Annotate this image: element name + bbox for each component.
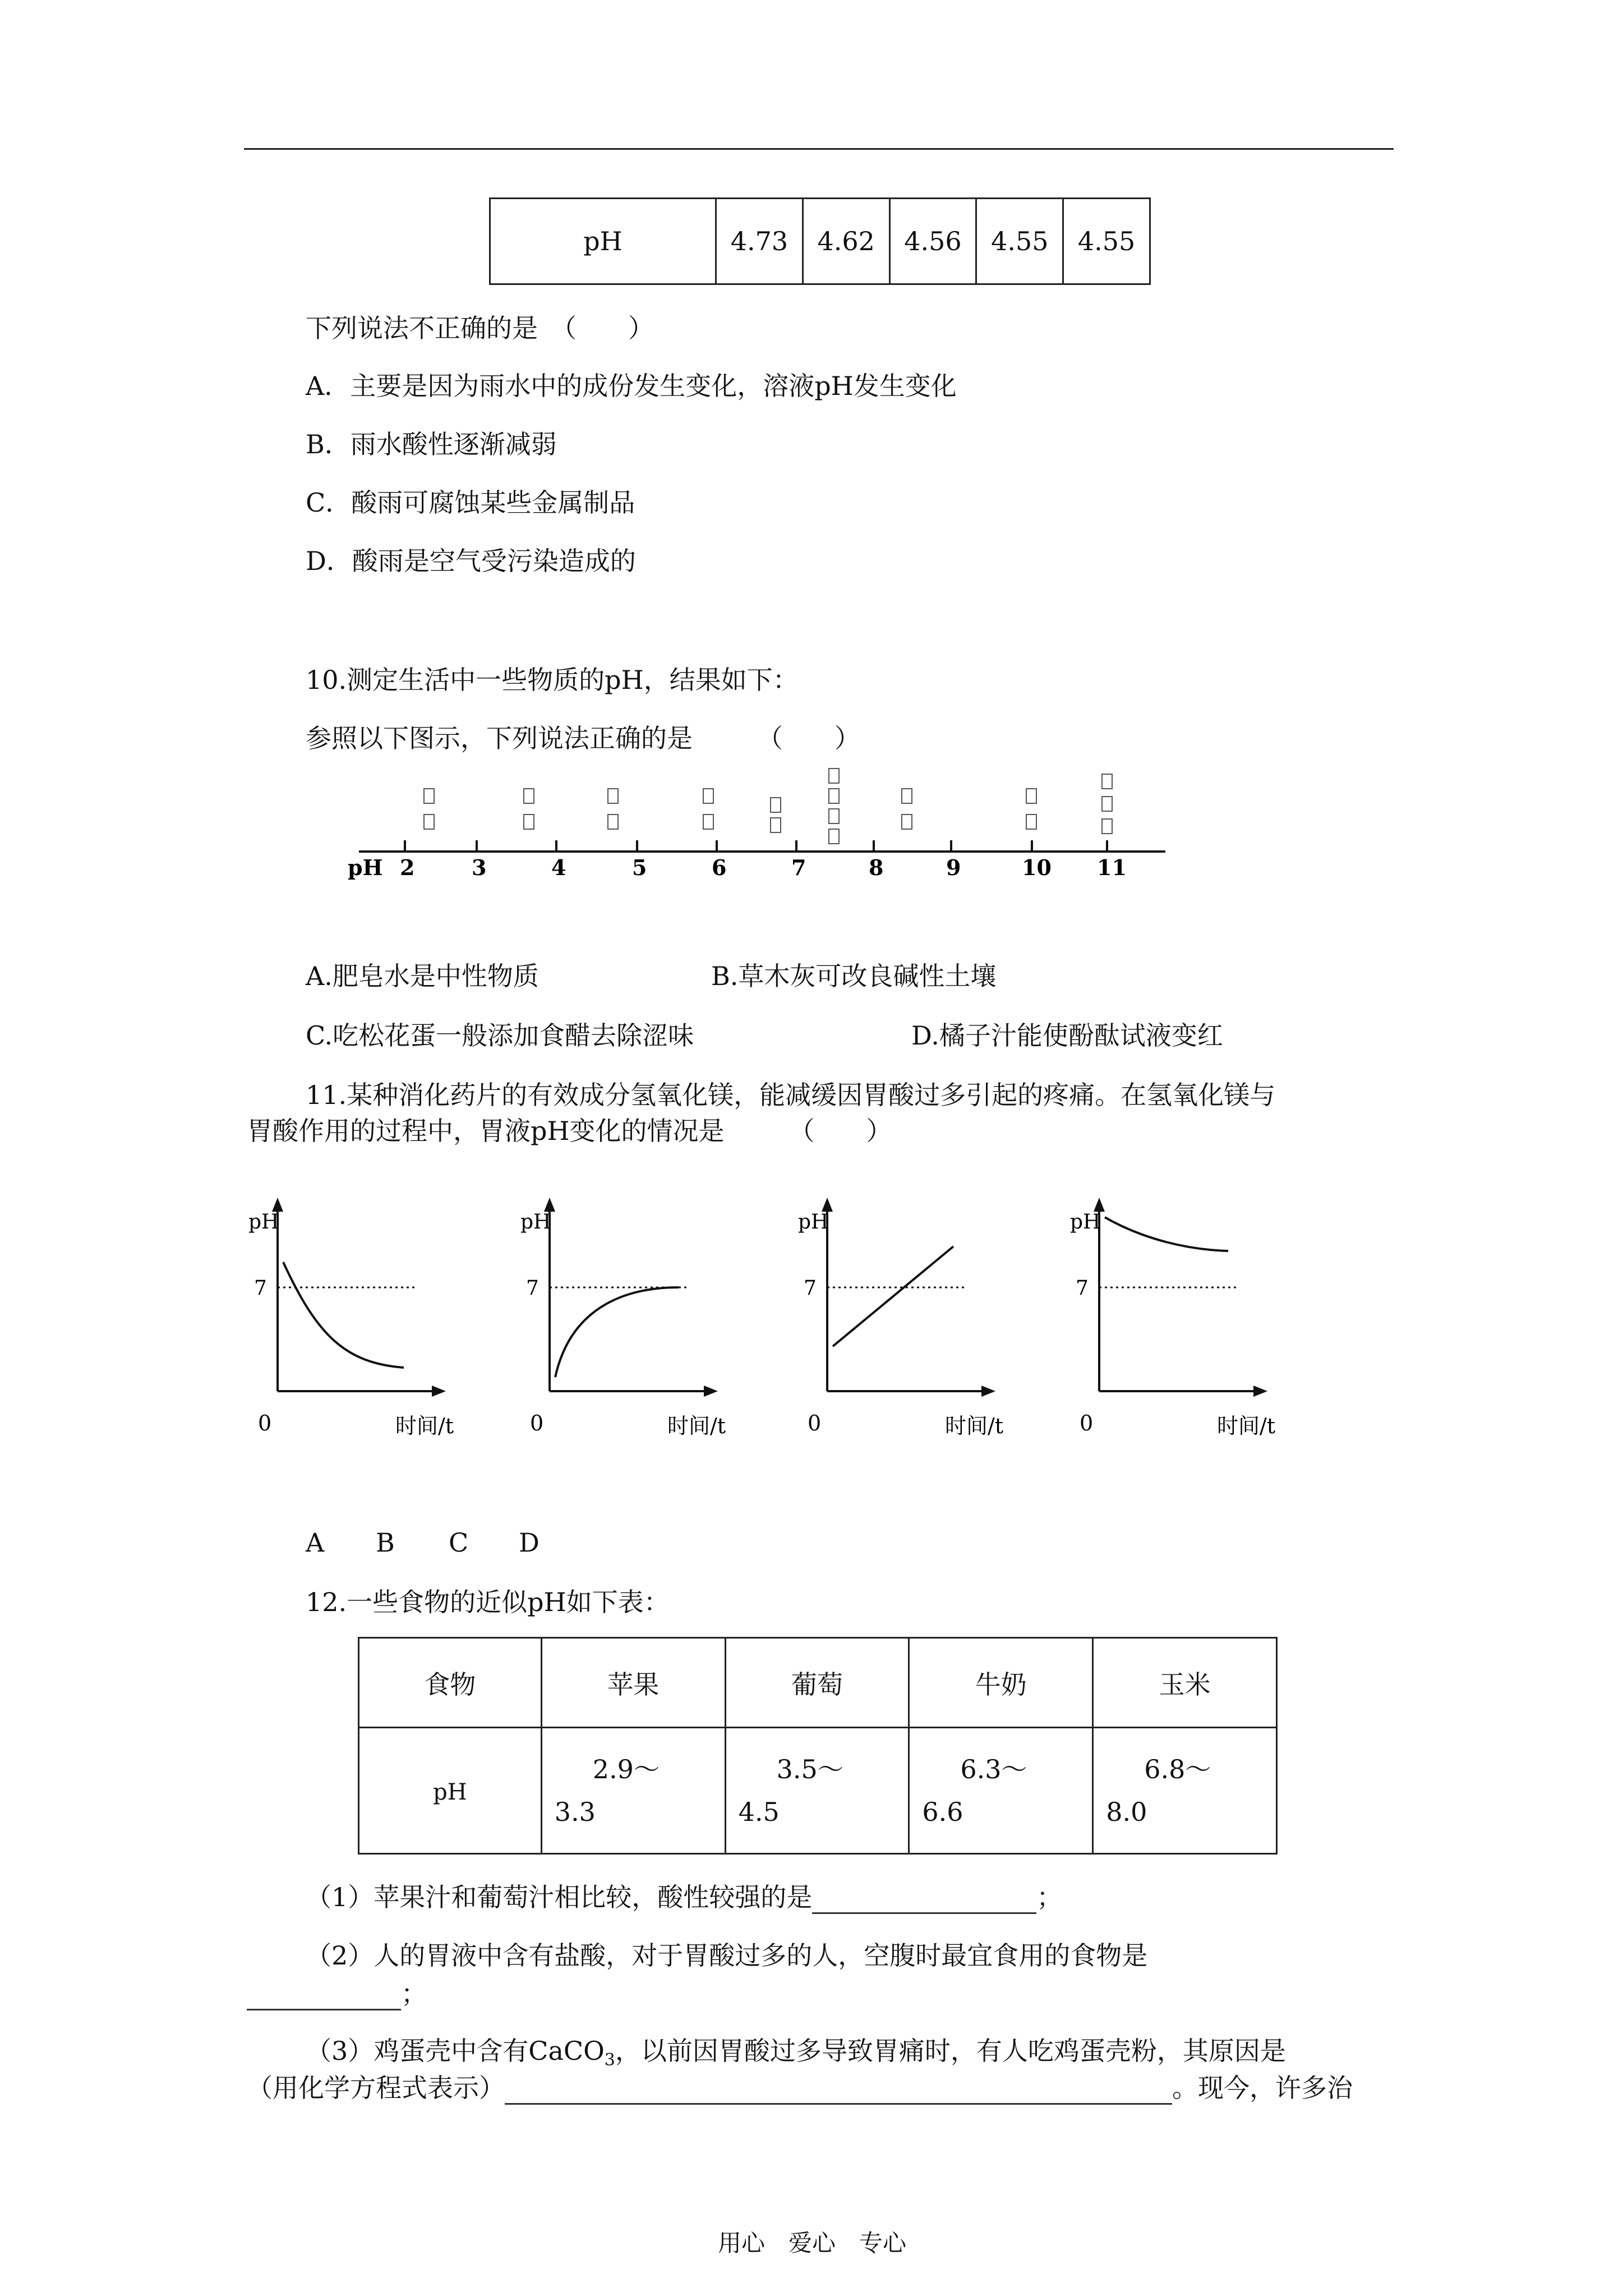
answer-blank-2[interactable] (247, 1982, 401, 2010)
q12-subquestion-2-answer (247, 1977, 427, 2010)
substance-marker-boxes (424, 769, 1112, 844)
q9-stem: 下列说法不正确的是 （ ） (306, 313, 654, 343)
food-ph-range-end: 6.6 (922, 1797, 963, 1827)
rain-ph-label: pH (490, 199, 716, 284)
answer-blank-1[interactable] (812, 1885, 1036, 1914)
graph-origin-label: 0 (530, 1411, 544, 1435)
graph-x-label: 时间/t (945, 1414, 1004, 1438)
ph-tick-label: 3 (472, 855, 487, 880)
q12-s3-text-d: 。现今，许多治 (1172, 2073, 1353, 2103)
food-ph-range-start: 2.9～ (592, 1754, 660, 1784)
header-rule (244, 148, 1394, 150)
y-axis-arrow (1094, 1198, 1105, 1212)
y-axis-arrow (822, 1198, 833, 1212)
graph-origin-label: 0 (1080, 1411, 1094, 1435)
graph-y-label: pH (248, 1211, 279, 1234)
food-ph-cell (725, 1728, 909, 1854)
ph-tick-label: 11 (1097, 855, 1127, 880)
q12-s3-text-b: ，以前因胃酸过多导致胃痛时，有人吃鸡蛋壳粉，其原因是 (615, 2036, 1286, 2066)
answer-blank-3[interactable] (505, 2076, 1172, 2105)
q9-option-b: B．雨水酸性逐渐减弱 (306, 429, 557, 459)
q12-s2-end: ； (401, 1978, 427, 2009)
graph-x-label: 时间/t (395, 1414, 454, 1438)
graph-seven-label: 7 (526, 1277, 539, 1300)
q12-s1-text: （1）苹果汁和葡萄汁相比较，酸性较强的是 (306, 1882, 813, 1912)
graph-y-label: pH (520, 1211, 551, 1234)
graph-x-label: 时间/t (1217, 1414, 1276, 1438)
graph-seven-label: 7 (804, 1277, 817, 1300)
food-ph-range-end: 4.5 (738, 1797, 780, 1827)
food-ph-cell (909, 1728, 1093, 1854)
q12-stem: 12.一些食物的近似pH如下表： (306, 1587, 670, 1617)
food-header: 葡萄 (725, 1638, 909, 1728)
x-axis-arrow (704, 1386, 718, 1397)
ph-tick-label: 5 (632, 855, 647, 880)
ph-tick-label: 6 (712, 855, 727, 880)
ph-time-graph-d (1063, 1195, 1399, 1436)
food-header: 苹果 (541, 1638, 725, 1728)
graph-x-label: 时间/t (667, 1414, 726, 1438)
ph-curve (1105, 1217, 1228, 1251)
food-ph-range-end: 8.0 (1106, 1797, 1147, 1827)
q11-choice-b: B (376, 1527, 395, 1558)
q12-s1-end: ； (1036, 1882, 1063, 1912)
ph-tick-label: 9 (946, 855, 961, 880)
q11-choice-d: D (519, 1527, 540, 1558)
q9-option-d: D．酸雨是空气受污染造成的 (306, 546, 636, 576)
food-ph-label (359, 1728, 542, 1854)
food-ph-range-start: 3.5～ (776, 1754, 843, 1784)
food-ph-cell (1093, 1728, 1277, 1854)
food-ph-range-end: 3.3 (554, 1797, 596, 1827)
ph-curve (283, 1262, 404, 1368)
x-axis-arrow (981, 1386, 995, 1397)
q10-subtext: 参照以下图示，下列说法正确的是 （ ） (306, 723, 860, 753)
q12-subquestion-3-line-2 (247, 2071, 1353, 2105)
q11-choice-c: C (449, 1527, 469, 1558)
food-header: 牛奶 (909, 1638, 1093, 1728)
graph-origin-label: 0 (808, 1411, 822, 1435)
q10-option-c: C.吃松花蛋一般添加食醋去除涩味 (306, 1020, 694, 1051)
q10-option-a: A.肥皂水是中性物质 (306, 961, 539, 991)
x-axis-arrow (432, 1386, 446, 1397)
ph-scale-diagram (336, 757, 1178, 898)
food-ph-cell (541, 1728, 725, 1854)
q12-subquestion-1 (306, 1880, 1062, 1914)
rain-ph-value: 4.55 (1063, 199, 1150, 284)
food-header: 玉米 (1093, 1638, 1277, 1728)
ph-tick-label: 7 (791, 855, 806, 880)
y-axis-arrow (272, 1198, 283, 1212)
q10-stem: 10.测定生活中一些物质的pH，结果如下： (306, 665, 799, 695)
rain-ph-table (489, 197, 1151, 285)
ph-curve (555, 1287, 679, 1377)
q10-option-b: B.草木灰可改良碱性土壤 (711, 961, 997, 991)
q11-choice-a: A (306, 1527, 325, 1558)
rain-ph-value: 4.73 (716, 199, 803, 284)
food-ph-table (358, 1637, 1278, 1855)
graph-y-label: pH (798, 1211, 829, 1234)
q9-option-a: A．主要是因为雨水中的成份发生变化，溶液pH发生变化 (306, 371, 957, 401)
food-header: 食物 (359, 1638, 542, 1728)
x-axis-arrow (1253, 1386, 1267, 1397)
page-footer: 用心 爱心 专心 (718, 2229, 907, 2257)
rain-ph-value: 4.62 (803, 199, 889, 284)
q10-option-d: D.橘子汁能使酚酞试液变红 (911, 1020, 1223, 1051)
food-ph-range-start: 6.8～ (1144, 1754, 1211, 1784)
ph-curve (833, 1246, 953, 1346)
q11-line-1: 11.某种消化药片的有效成分氢氧化镁，能减缓因胃酸过多引起的疼痛。在氢氧化镁与 (306, 1080, 1276, 1110)
q12-s3-text-a: （3）鸡蛋壳中含有CaCO (306, 2036, 605, 2066)
rain-ph-value: 4.55 (976, 199, 1063, 284)
ph-tick-label: 4 (551, 855, 566, 880)
food-ph-range-start: 6.3～ (960, 1754, 1027, 1784)
q12-subquestion-2: （2）人的胃液中含有盐酸，对于胃酸过多的人，空腹时最宜食用的食物是 (306, 1940, 1148, 1971)
q9-option-c: C．酸雨可腐蚀某些金属制品 (306, 487, 635, 518)
q12-s3-text-c: （用化学方程式表示） (247, 2073, 505, 2103)
q11-line-2: 胃酸作用的过程中，胃液pH变化的情况是 （ ） (247, 1116, 892, 1146)
ph-axis-label: pH (348, 855, 383, 880)
graph-y-label: pH (1070, 1211, 1101, 1234)
graph-seven-label: 7 (1076, 1277, 1089, 1300)
q12-s3-subscript: 3 (604, 2050, 615, 2070)
rain-ph-value: 4.56 (889, 199, 976, 284)
ph-tick-label: 8 (869, 855, 884, 880)
graph-origin-label: 0 (258, 1411, 272, 1435)
food-ph-label-text: pH (433, 1779, 467, 1805)
y-axis-arrow (544, 1198, 555, 1212)
graph-seven-label: 7 (254, 1277, 267, 1300)
ph-tick-label: 2 (400, 855, 415, 880)
ph-tick-label: 10 (1022, 855, 1052, 880)
